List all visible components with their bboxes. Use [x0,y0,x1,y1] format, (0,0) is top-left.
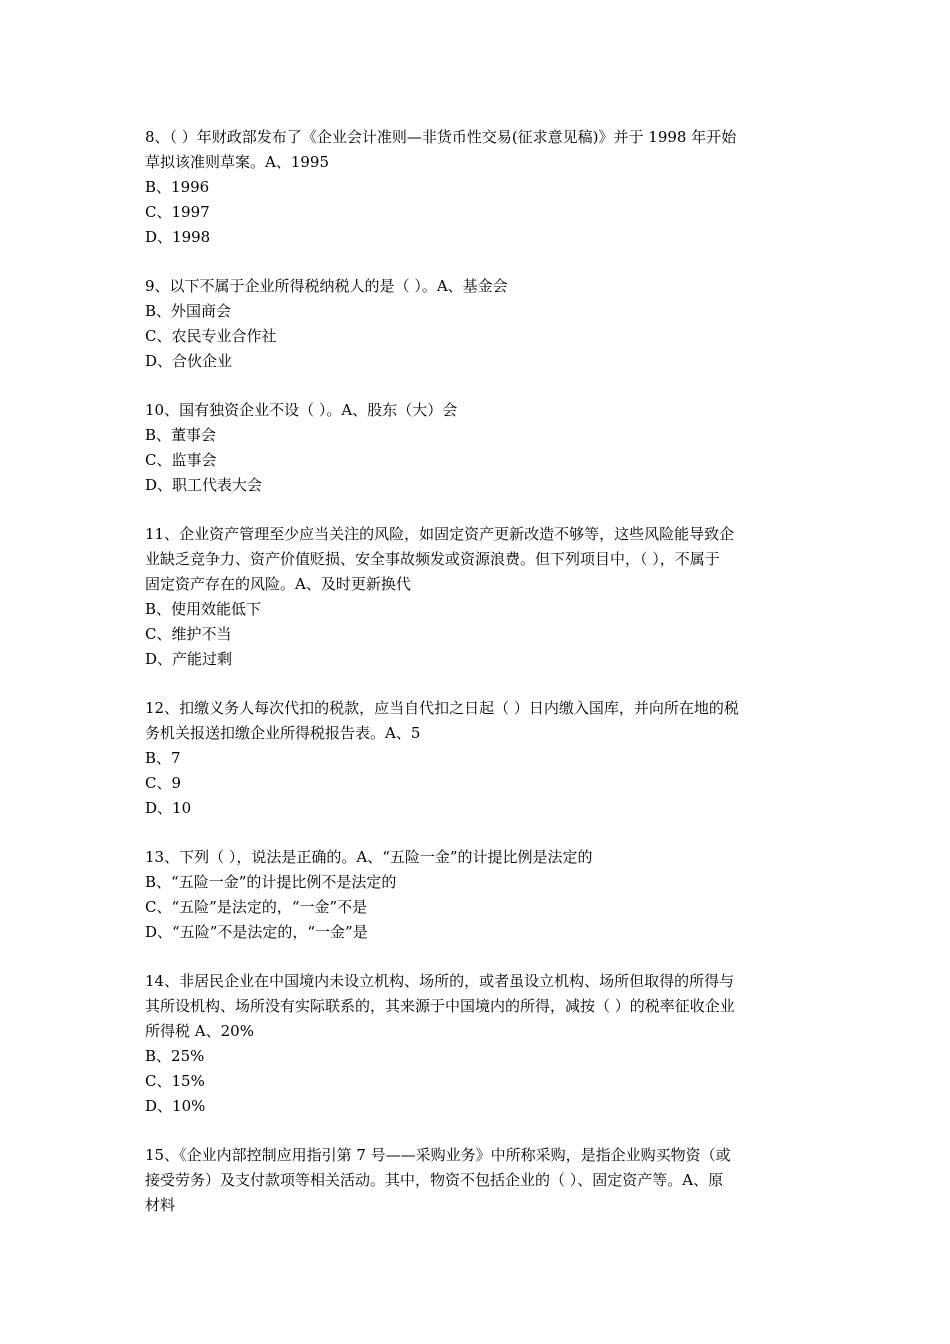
question-12 [145,696,810,821]
option-b: B、外国商会 [145,302,232,320]
question-text: 固定资产存在的风险。A、及时更新换代 [145,575,411,593]
question-text: 接受劳务）及支付款项等相关活动。其中，物资不包括企业的（ ）、固定资产等。A、原 [145,1171,724,1189]
option-c: C、9 [145,774,182,792]
question-8 [145,125,810,250]
option-c: C、监事会 [145,451,217,469]
question-text: 10、国有独资企业不设（ ）。A、股东（大）会 [145,401,458,419]
option-d: D、产能过剩 [145,650,233,668]
question-14 [145,969,810,1119]
option-c: C、农民专业合作社 [145,327,277,345]
question-text: 11、企业资产管理至少应当关注的风险，如固定资产更新改造不够等，这些风险能导致企 [145,525,735,543]
question-text: 13、下列（ ），说法是正确的。A、“五险一金”的计提比例是法定的 [145,848,593,866]
question-10 [145,398,810,498]
question-13 [145,845,810,945]
option-d: D、1998 [145,228,211,246]
question-text: 业缺乏竞争力、资产价值贬损、安全事故频发或资源浪费。但下列项目中，（ ），不属于 [145,550,720,568]
question-text: 9、以下不属于企业所得税纳税人的是（ ）。A、基金会 [145,277,508,295]
option-d: D、10% [145,1097,206,1115]
option-c: C、“五险”是法定的，“一金”不是 [145,898,368,916]
question-11 [145,522,810,672]
question-text: 14、非居民企业在中国境内未设立机构、场所的，或者虽设立机构、场所但取得的所得与 [145,972,735,990]
option-b: B、“五险一金”的计提比例不是法定的 [145,873,397,891]
question-list [145,125,810,1242]
option-c: C、15% [145,1072,205,1090]
option-d: D、职工代表大会 [145,476,263,494]
option-d: D、“五险”不是法定的，“一金”是 [145,923,368,941]
option-b: B、7 [145,749,181,767]
question-text: 其所设机构、场所没有实际联系的，其来源于中国境内的所得，减按（ ）的税率征收企业 [145,997,735,1015]
option-d: D、合伙企业 [145,352,233,370]
question-9 [145,274,810,374]
question-text: 8、（ ）年财政部发布了《企业会计准则—非货币性交易(征求意见稿)》并于 1998 年开始 [145,128,737,146]
option-b: B、使用效能低下 [145,600,262,618]
question-15 [145,1143,810,1218]
option-c: C、维护不当 [145,625,232,643]
question-text: 材料 [145,1196,176,1214]
question-text: 15、《企业内部控制应用指引第 7 号——采购业务》中所称采购，是指企业购买物资（或 [145,1146,731,1164]
question-text: 务机关报送扣缴企业所得税报告表。A、5 [145,724,421,742]
question-text: 所得税 A、20% [145,1022,254,1040]
question-text: 12、扣缴义务人每次代扣的税款，应当自代扣之日起（ ）日内缴入国库，并向所在地的税 [145,699,739,717]
option-b: B、25% [145,1047,205,1065]
option-b: B、1996 [145,178,210,196]
question-text: 草拟该准则草案。A、1995 [145,153,330,171]
option-d: D、10 [145,799,192,817]
option-b: B、董事会 [145,426,217,444]
option-c: C、1997 [145,203,210,221]
